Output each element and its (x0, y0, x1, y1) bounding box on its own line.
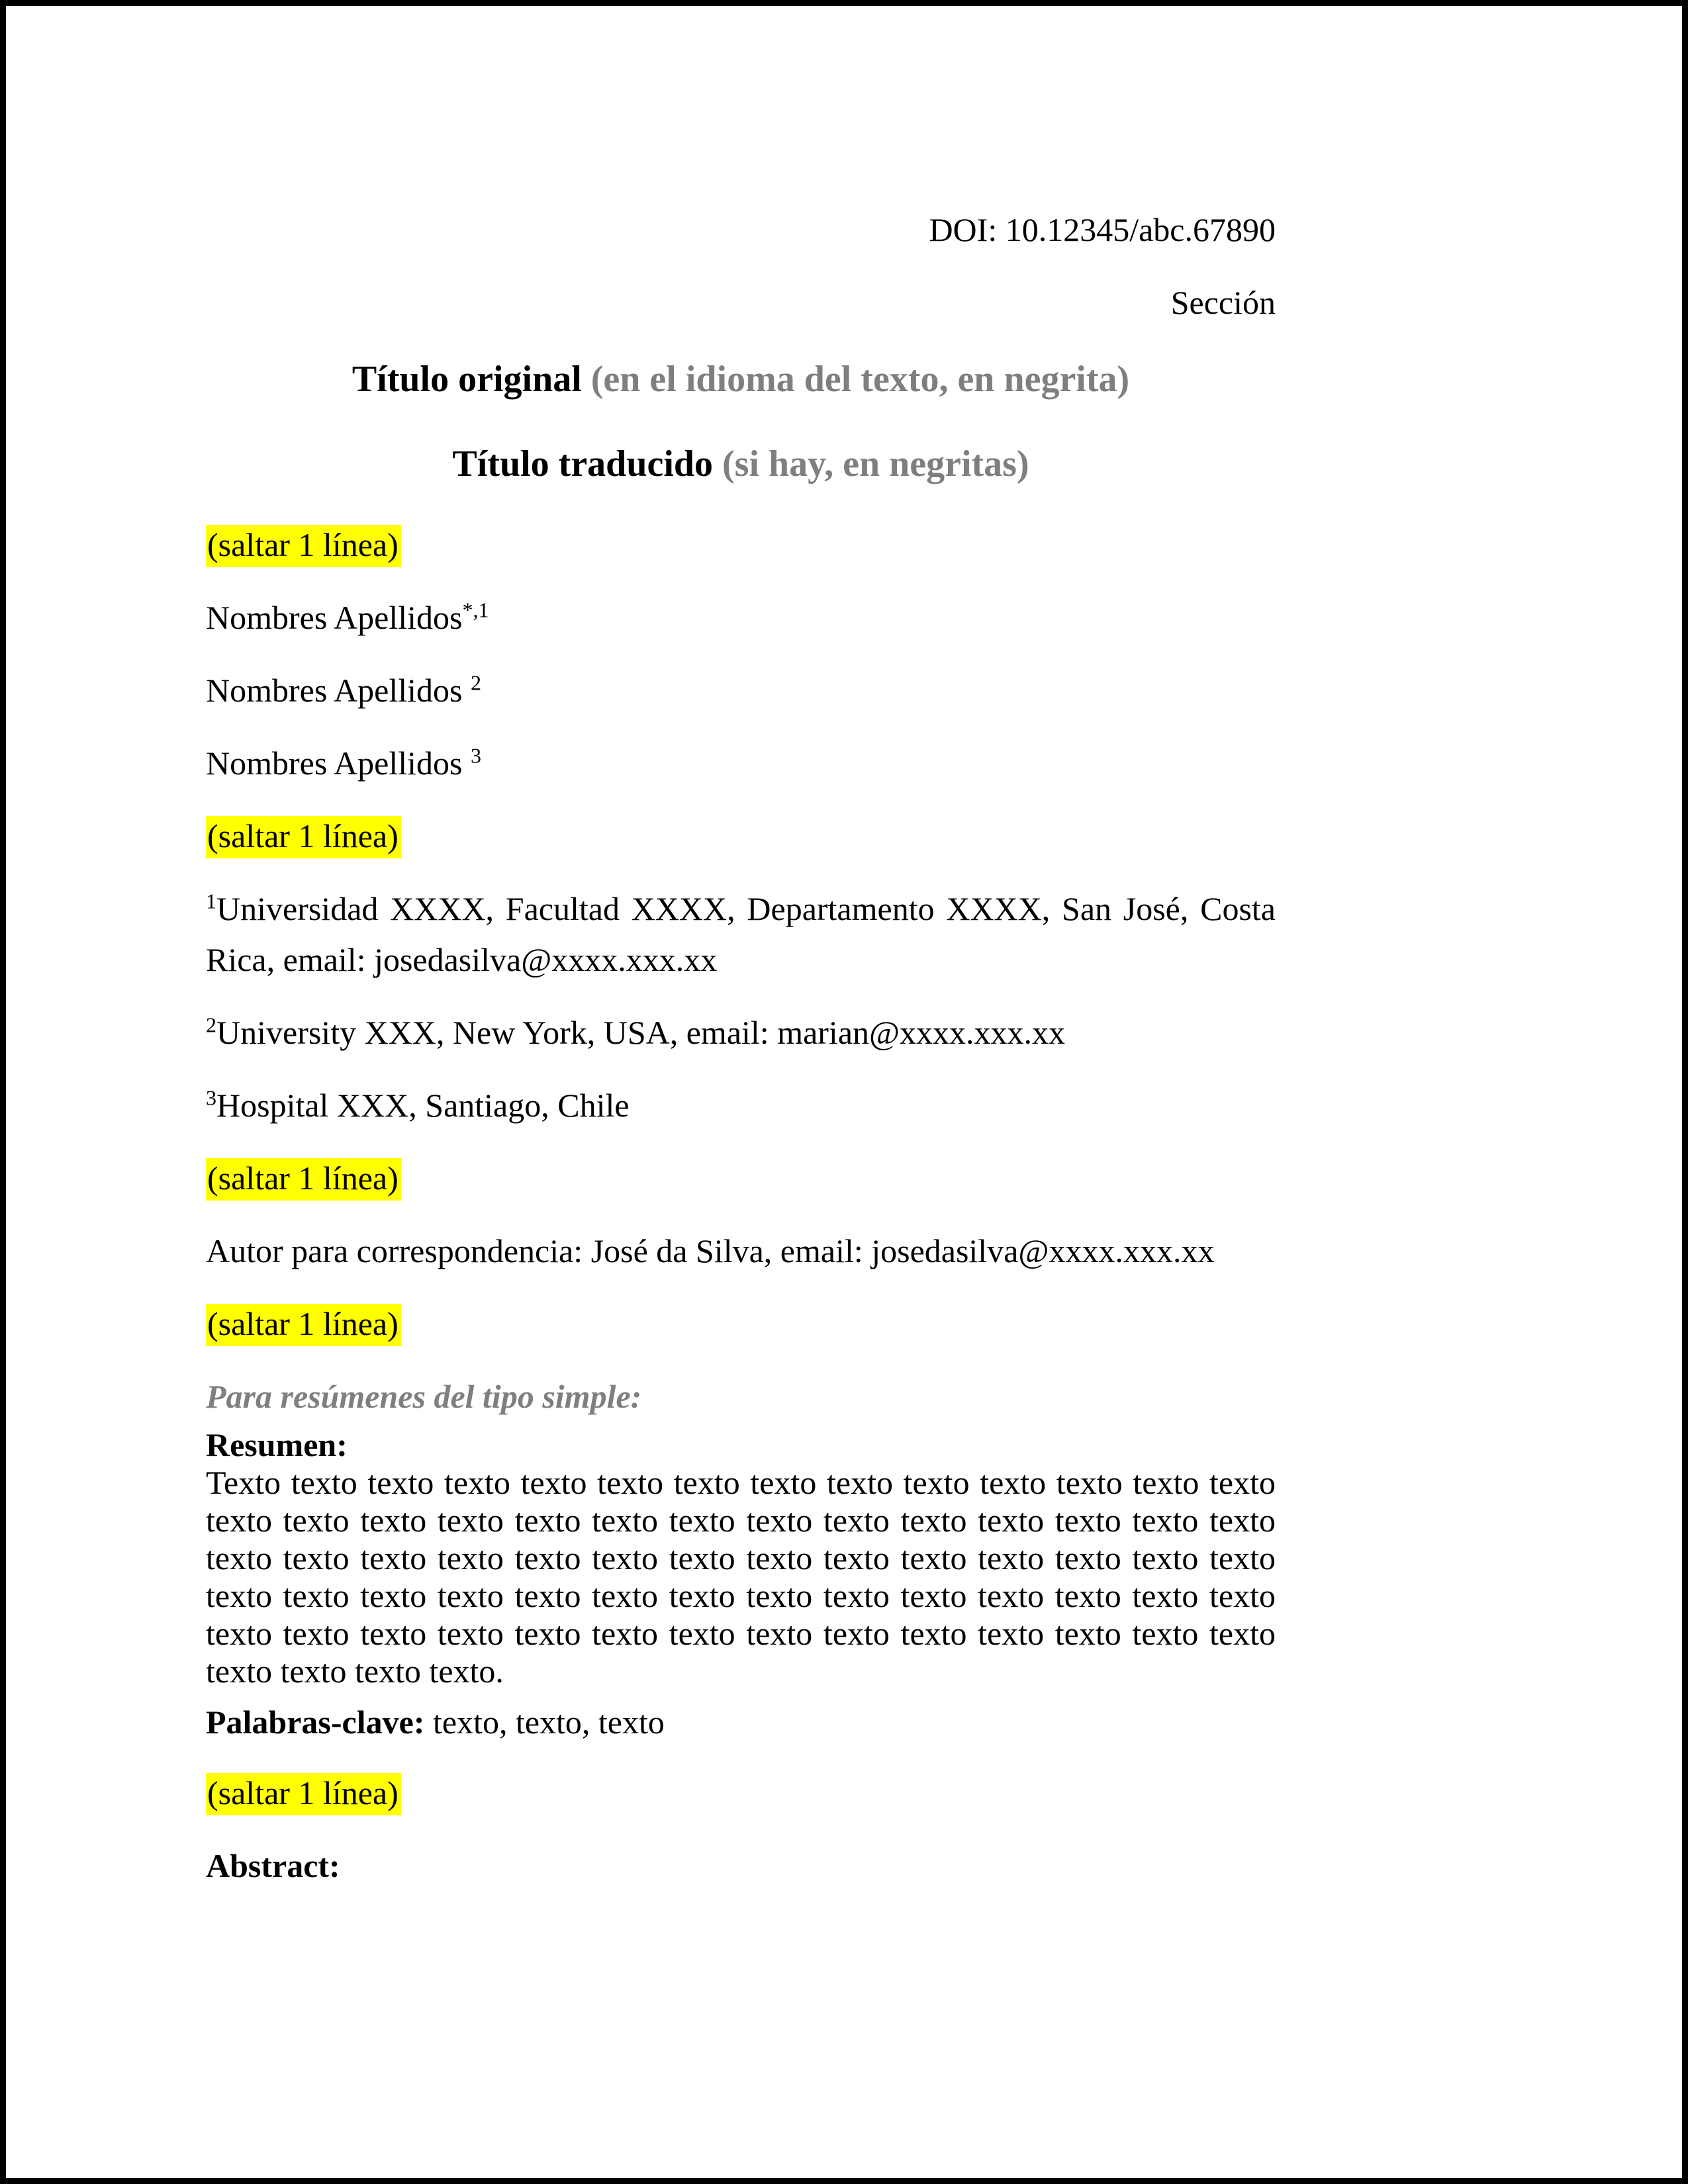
resumen-body: Texto texto texto texto texto texto texto texto texto texto texto texto texto texto texto texto texto texto texto texto texto texto texto texto texto texto texto texto texto texto texto texto texto texto texto texto texto texto texto texto texto texto texto texto texto texto texto texto texto texto texto texto texto texto texto texto texto texto texto texto texto texto texto texto texto texto texto texto texto texto texto texto texto texto. (206, 1464, 1276, 1690)
keywords-line (206, 1704, 1276, 1741)
skip-line-highlight: (saltar 1 línea) (206, 1304, 401, 1346)
keywords-text: texto, texto, texto (424, 1704, 665, 1741)
resumen-label: Resumen: (206, 1426, 348, 1463)
title-original-note: (en el idioma del texto, en negrita) (581, 359, 1130, 400)
affiliation-text: Hospital XXX, Santiago, Chile (216, 1087, 630, 1124)
title-translated-main: Título traducido (452, 443, 714, 484)
skip-line-marker-1 (206, 520, 1276, 570)
affiliation-superscript: 1 (206, 889, 216, 913)
title-translated-note: (si hay, en negritas) (713, 443, 1029, 484)
author-superscript: 3 (470, 743, 481, 768)
abstract-label: Abstract: (206, 1847, 340, 1884)
author-line-1 (206, 592, 1276, 643)
title-original (206, 350, 1276, 408)
author-name: Nombres Apellidos (206, 599, 463, 636)
document-content (206, 205, 1276, 1913)
author-name: Nombres Apellidos (206, 745, 471, 782)
skip-line-marker-3 (206, 1153, 1276, 1204)
skip-line-highlight: (saltar 1 línea) (206, 525, 401, 567)
affiliation-superscript: 3 (206, 1085, 216, 1110)
affiliation-text: University XXX, New York, USA, email: marian@xxxx.xxx.xx (216, 1014, 1066, 1051)
affiliation-1 (206, 884, 1276, 985)
affiliation-text: Universidad XXXX, Facultad XXXX, Departamento XXXX, San José, Costa Rica, email: josedasilva@xxxx.xxx.xx (206, 890, 1276, 978)
skip-line-marker-4 (206, 1298, 1276, 1349)
skip-line-highlight: (saltar 1 línea) (206, 816, 401, 858)
author-superscript: 2 (470, 670, 481, 695)
skip-line-marker-2 (206, 811, 1276, 862)
section-label: Sección (1170, 284, 1276, 321)
simple-abstract-note: Para resúmenes del tipo simple: (206, 1378, 642, 1415)
author-line-2 (206, 665, 1276, 716)
skip-line-highlight: (saltar 1 línea) (206, 1158, 401, 1201)
title-original-main: Título original (352, 359, 582, 400)
skip-line-highlight: (saltar 1 línea) (206, 1773, 401, 1815)
affiliation-2 (206, 1007, 1276, 1058)
affiliation-3 (206, 1080, 1276, 1131)
author-line-3 (206, 738, 1276, 789)
keywords-label: Palabras-clave: (206, 1704, 425, 1741)
affiliation-superscript: 2 (206, 1013, 216, 1037)
skip-line-marker-5 (206, 1768, 1276, 1819)
author-name: Nombres Apellidos (206, 672, 471, 709)
author-superscript: *,1 (462, 598, 489, 622)
correspondence-line: Autor para correspondencia: José da Silva, email: josedasilva@xxxx.xxx.xx (206, 1232, 1215, 1269)
title-translated (206, 435, 1276, 493)
doi-line: DOI: 10.12345/abc.67890 (929, 211, 1276, 248)
